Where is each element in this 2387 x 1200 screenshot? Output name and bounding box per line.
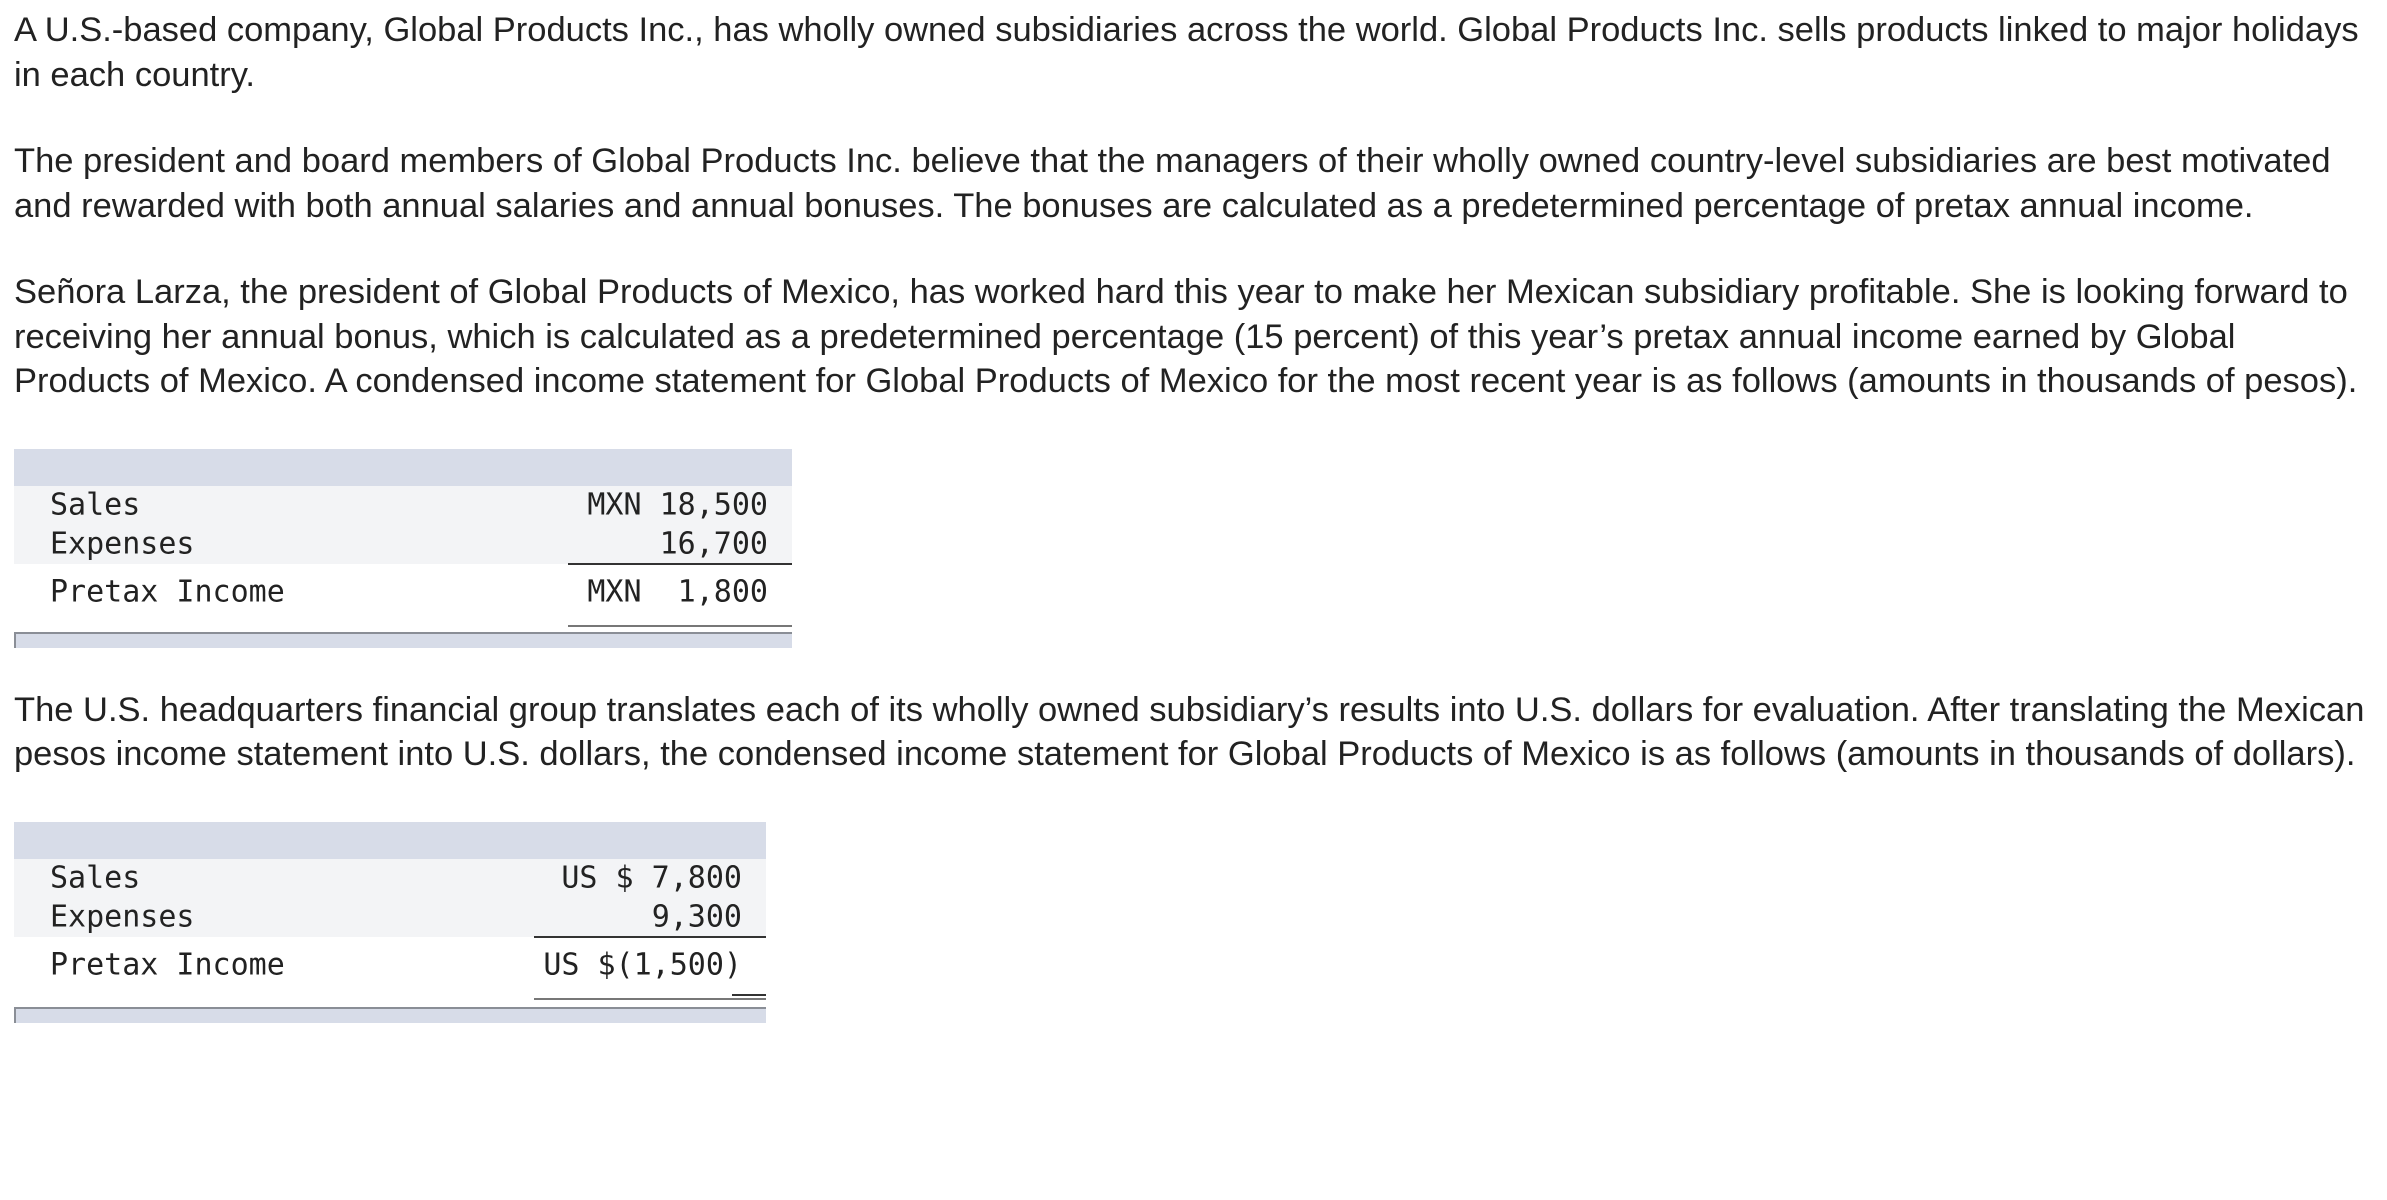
mexico-income-statement-table xyxy=(14,449,792,648)
total-rule xyxy=(568,625,792,627)
row-label: Expenses xyxy=(50,899,195,935)
table-header-band xyxy=(14,449,792,486)
usd-income-statement-table xyxy=(14,822,766,1023)
row-label: Pretax Income xyxy=(50,574,285,609)
usd-translation-paragraph: The U.S. headquarters financial group translates each of its wholly owned subsidiary’s results into U.S. dollars for evaluation. After translating the Mexican pesos income statement into U.S. dollars, the condensed income statement for Global Products of Mexico is as follows (amounts in thousands of dollars). xyxy=(14,690,2365,773)
table-header-band xyxy=(14,822,766,859)
table-row-expenses xyxy=(14,525,792,564)
row-amount: US $ 7,800 xyxy=(561,860,742,896)
row-label: Sales xyxy=(50,487,141,523)
total-rule xyxy=(534,998,766,1000)
mexico-subsidiary-paragraph: Señora Larza, the president of Global Products of Mexico, has worked hard this year to make her Mexican subsidiary profitable. She is looking forward to receiving her annual bonus, which is calculated as a predetermined percentage (15 percent) of this year’s pretax annual income earned by Global Products of Mexico. A condensed income statement for Global Products of Mexico for the most recent year is as follows (amounts in thousands of pesos). xyxy=(14,273,2358,400)
row-label: Pretax Income xyxy=(50,947,285,982)
table-row-sales xyxy=(14,486,792,525)
table-row-expenses xyxy=(14,898,766,937)
row-amount: 16,700 xyxy=(659,526,768,562)
bonus-policy-paragraph: The president and board members of Global Products Inc. believe that the managers of their wholly owned country-level subsidiaries are best motivated and rewarded with both annual salaries and annual bonuses. The bonuses are calculated as a predetermined percentage of pretax annual income. xyxy=(14,142,2331,225)
row-amount: US $(1,500) xyxy=(543,947,742,982)
table-row-pretax-income xyxy=(14,564,792,620)
intro-paragraph: A U.S.-based company, Global Products Inc., has wholly owned subsidiaries across the world. Global Products Inc. sells products linked to major holidays in each country. xyxy=(14,11,2359,94)
problem-content xyxy=(14,8,2374,1023)
row-label: Sales xyxy=(50,860,141,896)
row-amount: 9,300 xyxy=(651,899,742,935)
row-amount: MXN 1,800 xyxy=(587,574,768,609)
table-row-pretax-income xyxy=(14,937,766,993)
table-footer-band xyxy=(14,632,792,648)
total-double-rule xyxy=(732,994,766,996)
table-row-sales xyxy=(14,859,766,898)
row-label: Expenses xyxy=(50,526,195,562)
row-amount: MXN 18,500 xyxy=(587,487,768,523)
table-footer-band xyxy=(14,1007,766,1023)
